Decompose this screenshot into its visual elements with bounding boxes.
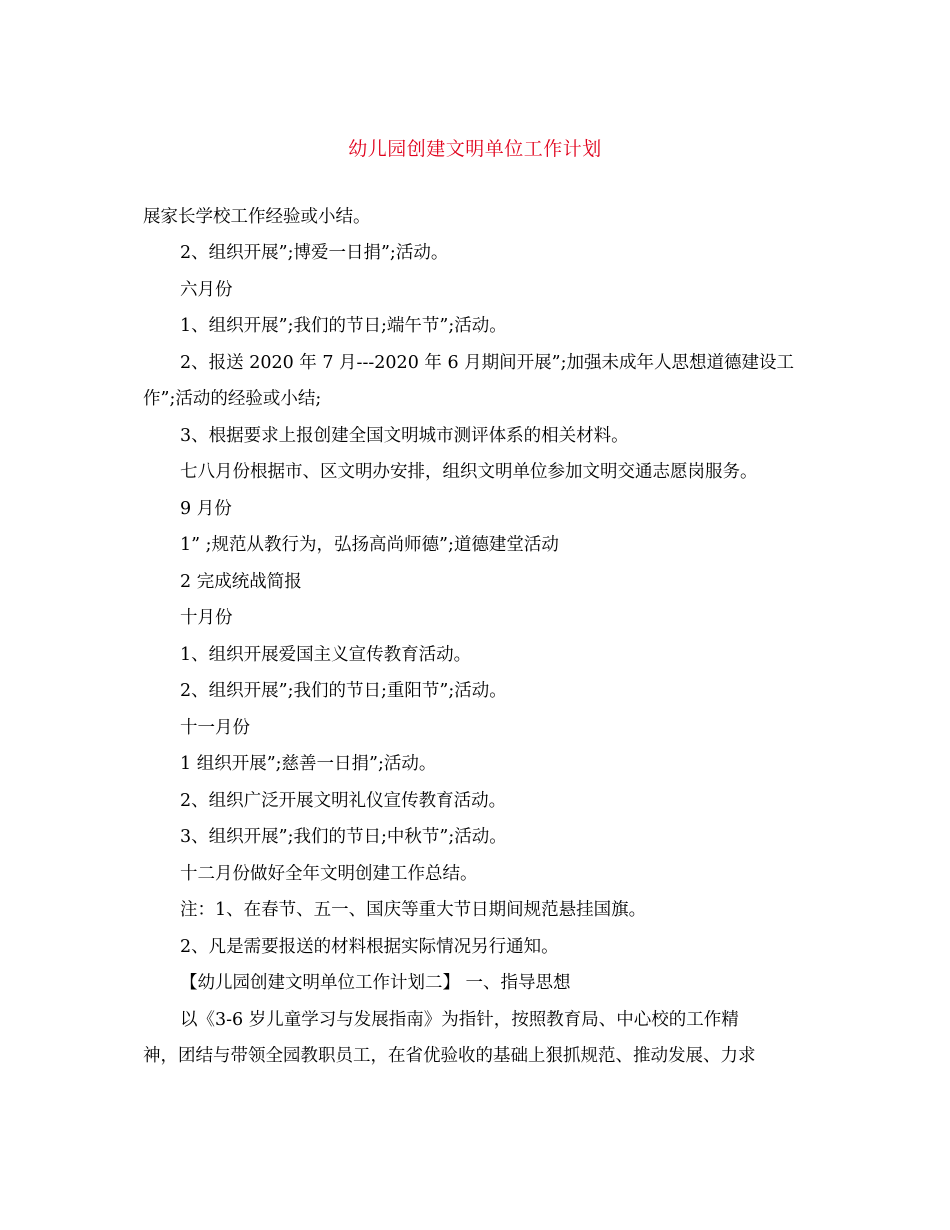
section-heading-november: 十一月份 bbox=[180, 718, 250, 738]
note-line: 2、凡是需要报送的材料根据实际情况另行通知。 bbox=[180, 937, 559, 957]
paragraph-line: 作”;活动的经验或小结; bbox=[143, 389, 322, 409]
paragraph-line: 1” ;规范从教行为，弘扬高尚师德”;道德建堂活动 bbox=[180, 535, 559, 555]
paragraph-line: 2、组织开展”;我们的节日;重阳节”;活动。 bbox=[180, 681, 507, 701]
paragraph-line: 2、组织开展”;博爱一日捐”;活动。 bbox=[180, 243, 449, 263]
note-line: 注：1、在春节、五一、国庆等重大节日期间规范悬挂国旗。 bbox=[180, 900, 647, 920]
document-title: 幼儿园创建文明单位工作计划 bbox=[348, 138, 602, 160]
paragraph-line: 展家长学校工作经验或小结。 bbox=[143, 207, 371, 227]
paragraph-line: 以《3-6 岁儿童学习与发展指南》为指针，按照教育局、中心校的工作精 bbox=[180, 1010, 739, 1030]
paragraph-line: 2、报送 2020 年 7 月---2020 年 6 月期间开展”;加强未成年人思想道德建设工 bbox=[180, 353, 794, 373]
paragraph-line: 3、组织开展”;我们的节日;中秋节”;活动。 bbox=[180, 827, 507, 847]
paragraph-line: 1 组织开展”;慈善一日捐”;活动。 bbox=[180, 754, 437, 774]
section-heading-september: 9 月份 bbox=[180, 499, 232, 519]
paragraph-line: 2、组织广泛开展文明礼仪宣传教育活动。 bbox=[180, 791, 507, 811]
paragraph-line: 1、组织开展爱国主义宣传教育活动。 bbox=[180, 645, 472, 665]
paragraph-line: 2 完成统战简报 bbox=[180, 572, 302, 592]
paragraph-line: 神，团结与带领全园教职员工，在省优验收的基础上狠抓规范、推动发展、力求 bbox=[143, 1046, 756, 1066]
paragraph-line: 1、组织开展”;我们的节日;端午节”;活动。 bbox=[180, 316, 507, 336]
part-two-heading: 【幼儿园创建文明单位工作计划二】 一、指导思想 bbox=[180, 973, 571, 993]
paragraph-line: 七八月份根据市、区文明办安排，组织文明单位参加文明交通志愿岗服务。 bbox=[180, 462, 758, 482]
paragraph-line: 十二月份做好全年文明创建工作总结。 bbox=[180, 864, 478, 884]
paragraph-line: 3、根据要求上报创建全国文明城市测评体系的相关材料。 bbox=[180, 426, 629, 446]
section-heading-june: 六月份 bbox=[180, 280, 233, 300]
section-heading-october: 十月份 bbox=[180, 608, 233, 628]
